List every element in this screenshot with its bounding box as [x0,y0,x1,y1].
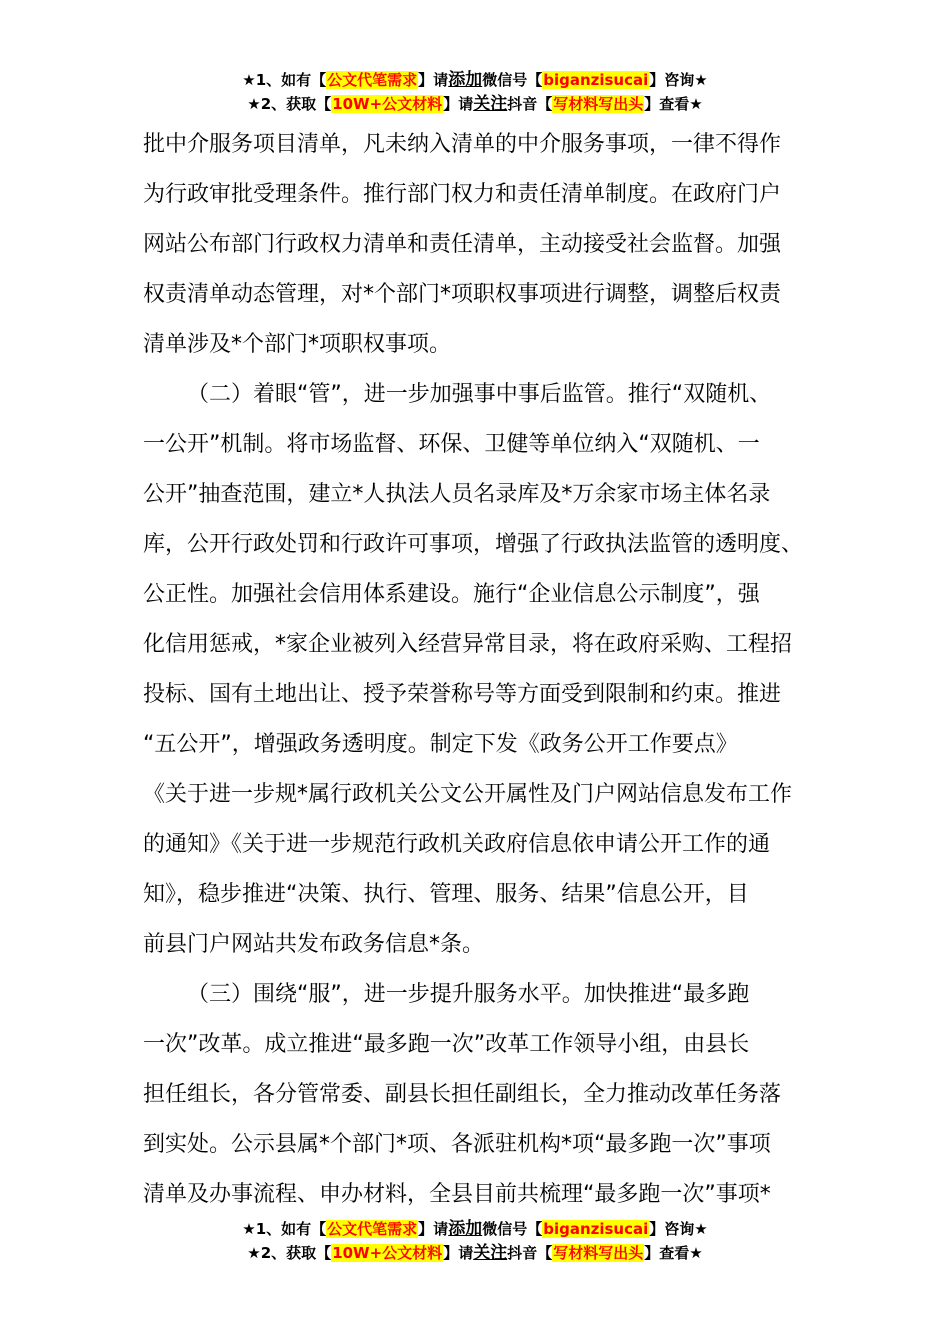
banner-text: ★1、如有【 [242,71,327,89]
banner-emphasis: 添加 [448,1219,483,1239]
paragraph-1 [143,120,823,370]
text-line: 清单涉及*个部门*项职权事项。 [143,332,452,357]
banner-text: 微信号【 [482,71,543,89]
text-line: 公正性。加强社会信用体系建设。施行“企业信息公示制度”，强 [143,582,760,607]
banner-text: 】咨询★ [649,71,708,89]
text-line: 《关于进一步规*属行政机关公文公开属性及门户网站信息发布工作 [143,782,793,807]
paragraph-2-supervision [143,370,823,970]
footer-banner-line-1 [0,1217,950,1241]
text-line: 前县门户网站共发布政务信息*条。 [143,932,485,957]
text-line: 权责清单动态管理，对*个部门*项职权事项进行调整，调整后权责 [143,282,782,307]
text-line: 化信用惩戒，*家企业被列入经营异常目录，将在政府采购、工程招 [143,632,793,657]
highlight-materials: 10W+公文材料 [332,95,443,113]
text-line: 为行政审批受理条件。推行部门权力和责任清单制度。在政府门户 [143,182,782,207]
highlight-wechat-id: biganzisucai [543,71,649,89]
banner-text: 】请 [443,1244,474,1262]
banner-text: 】咨询★ [649,1220,708,1238]
text-line: 的通知》《关于进一步规范行政机关政府信息依申请公开工作的通 [143,832,771,857]
text-line: 投标、国有土地出让、授予荣誉称号等方面受到限制和约束。推进 [143,682,782,707]
highlight-service: 公文代笔需求 [327,71,418,89]
text-line: 一次”改革。成立推进“最多跑一次”改革工作领导小组，由县长 [143,1032,750,1057]
text-line: 担任组长，各分管常委、副县长担任副组长，全力推动改革任务落 [143,1082,782,1107]
banner-text: ★2、获取【 [247,1244,332,1262]
banner-text: 】查看★ [644,95,703,113]
text-line: 批中介服务项目清单，凡未纳入清单的中介服务事项，一律不得作 [143,132,782,157]
highlight-wechat-id: biganzisucai [543,1220,649,1238]
text-line: 库，公开行政处罚和行政许可事项，增强了行政执法监管的透明度、 [143,532,804,557]
text-line: （三）围绕“服”，进一步提升服务水平。加快推进“最多跑 [187,982,750,1007]
document-body [143,120,823,1220]
banner-text: 抖音【 [507,1244,553,1262]
paragraph-3-service [143,970,823,1220]
text-line: “五公开”，增强政务透明度。制定下发《政务公开工作要点》 [143,732,738,757]
banner-text: 】查看★ [644,1244,703,1262]
banner-text: 】请 [443,95,474,113]
highlight-materials: 10W+公文材料 [332,1244,443,1262]
header-banner-line-1 [0,68,950,92]
text-line: 一公开”机制。将市场监督、环保、卫健等单位纳入“双随机、一 [143,432,760,457]
banner-text: 微信号【 [482,1220,543,1238]
banner-text: ★1、如有【 [242,1220,327,1238]
banner-text: 】请 [418,71,449,89]
text-line: 公开”抽查范围，建立*人执法人员名录库及*万余家市场主体名录 [143,482,771,507]
banner-emphasis: 关注 [473,1243,508,1263]
header-banner-line-2 [0,92,950,116]
text-line: 网站公布部门行政权力清单和责任清单，主动接受社会监督。加强 [143,232,782,257]
banner-text: 抖音【 [507,95,553,113]
banner-emphasis: 添加 [448,70,483,90]
highlight-douyin-account: 写材料写出头 [553,1244,644,1262]
highlight-douyin-account: 写材料写出头 [553,95,644,113]
text-line: 到实处。公示县属*个部门*项、各派驻机构*项“最多跑一次”事项 [143,1132,771,1157]
banner-emphasis: 关注 [473,94,508,114]
highlight-service: 公文代笔需求 [327,1220,418,1238]
banner-text: 】请 [418,1220,449,1238]
header-banner [0,68,950,116]
footer-banner-line-2 [0,1241,950,1265]
text-line: （二）着眼“管”，进一步加强事中事后监管。推行“双随机、 [187,382,772,407]
footer-banner [0,1217,950,1265]
banner-text: ★2、获取【 [247,95,332,113]
text-line: 清单及办事流程、申办材料，全县目前共梳理“最多跑一次”事项* [143,1182,771,1207]
text-line: 知》，稳步推进“决策、执行、管理、服务、结果”信息公开，目 [143,882,749,907]
